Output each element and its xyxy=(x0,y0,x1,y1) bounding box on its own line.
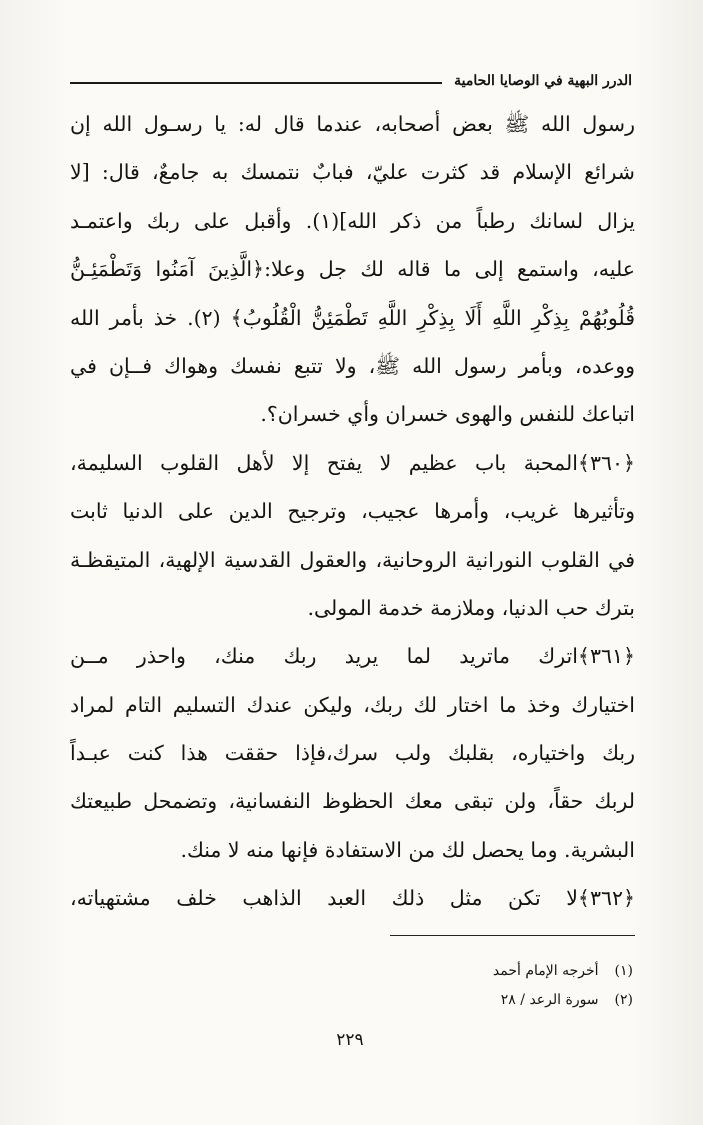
text-line: ربك واختياره، بقلبك ولب سرك،فإذا حققت هذا كنت عبـداً xyxy=(70,741,635,766)
text-line: وتأثيرها غريب، وأمرها عجيب، وترجيح الدين على الدنيا ثابت xyxy=(70,499,635,524)
footnote-text: سورة الرعد / ٢٨ xyxy=(500,992,599,1008)
text-line: البشرية. وما يحصل لك من الاستفادة فإنها منه لا منك. xyxy=(180,837,635,862)
paragraph-361-start: ﴿٣٦١﴾اترك ماتريد لما يريد ربك منك، واحذر مــن xyxy=(70,644,635,669)
text-line: يزال لسانك رطباً من ذكر الله](١). وأقبل على ربك واعتمـد xyxy=(70,208,635,233)
footnote-number: (١) xyxy=(614,963,633,979)
text-line: في القلوب النورانية الروحانية، والعقول القدسية الإلهية، المتيقظـة xyxy=(70,547,635,572)
book-title: الدرر البهية في الوصايا الحامية xyxy=(454,73,632,89)
footnote-text: أخرجه الإمام أحمد xyxy=(492,963,599,979)
footnote-2 xyxy=(233,986,633,1015)
text-line: شرائع الإسلام قد كثرت عليّ، فبابٌ نتمسك به جامعٌ، قال: [لا xyxy=(70,160,635,185)
text-line: ووعده، وبأمر رسول الله ﷺ، ولا تتبع نفسك وهواك فــإن في xyxy=(70,353,635,378)
text-line: اختيارك وخذ ما اختار لك ربك، وليكن عندك التسليم التام لمراد xyxy=(70,692,635,717)
footnotes xyxy=(233,957,633,1015)
text-line: عليه، واستمع إلى ما قاله لك جل وعلا:﴿الَّذِينَ آمَنُوا وَتَطْمَئِـنُّ xyxy=(70,257,635,282)
body-text xyxy=(70,100,635,923)
text-line: لربك حقاً، ولن تبقى معك الحظوظ النفسانية، وتضمحل طبيعتك xyxy=(70,789,635,814)
paragraph-362-start: ﴿٣٦٢﴾لا تكن مثل ذلك العبد الذاهب خلف مشتهياته، xyxy=(70,886,635,911)
paragraph-360-start: ﴿٣٦٠﴾المحبة باب عظيم لا يفتح إلا لأهل القلوب السليمة، xyxy=(70,450,635,475)
footnote-number: (٢) xyxy=(614,992,633,1008)
text-line: رسول الله ﷺ بعض أصحابه، عندما قال له: يا رسـول الله إن xyxy=(70,112,635,136)
running-head xyxy=(70,72,632,96)
text-line: اتباعك للنفس والهوى خسران وأي خسران؟. xyxy=(260,402,635,427)
text-line: قُلُوبُهُمْ بِذِكْرِ اللَّهِ أَلَا بِذِكْرِ اللَّهِ تَطْمَئِنُّ الْقُلُوبُ﴾ (٢). خذ بأمر الله xyxy=(70,305,635,330)
footnote-1 xyxy=(233,957,633,986)
header-rule xyxy=(70,82,442,84)
footnote-rule xyxy=(390,935,635,936)
page-number: ٢٢٩ xyxy=(336,1030,364,1050)
text-line: بترك حب الدنيا، وملازمة خدمة المولى. xyxy=(307,595,635,620)
